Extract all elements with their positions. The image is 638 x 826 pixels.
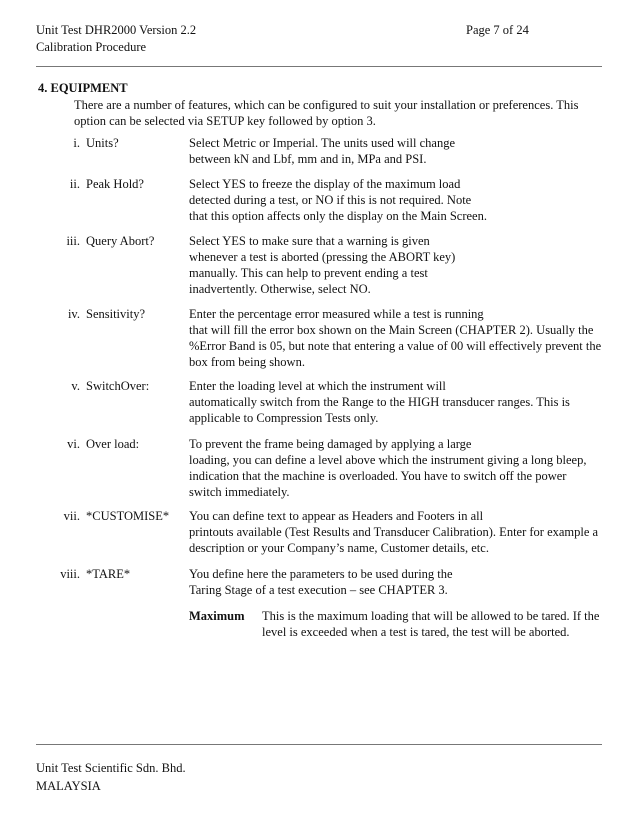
item-label: Sensitivity? [86,307,146,321]
section-intro [74,97,604,129]
item-description [189,233,605,297]
item-number: iii. [66,234,80,248]
item-description [189,176,605,224]
desc-line: inadvertently. Otherwise, select NO. [189,282,371,296]
item-number: vi. [67,437,80,451]
desc-line: that will fill the error box shown on the Main Screen (CHAPTER 2). Usually the [189,323,594,337]
desc-line: level is exceeded when a test is tared, the test will be aborted. [262,625,570,639]
item-label: SwitchOver: [86,379,150,393]
desc-line: box from being shown. [189,355,305,369]
item-description [189,566,605,598]
desc-line: This is the maximum loading that will be allowed to be tared. If the [262,609,600,623]
tare-maximum-description [262,608,606,640]
footer-country: MALAYSIA [36,779,101,793]
desc-line: indication that the machine is overloaded. You have to switch off the power [189,469,567,483]
footer-divider [36,744,602,745]
desc-line: Select YES to make sure that a warning is given [189,234,430,248]
footer-company: Unit Test Scientific Sdn. Bhd. [36,761,186,775]
desc-line: printouts available (Test Results and Transducer Calibration). Enter for example a [189,525,599,539]
desc-line: Select Metric or Imperial. The units used will change [189,136,456,150]
desc-line: applicable to Compression Tests only. [189,411,379,425]
desc-line: To prevent the frame being damaged by applying a large [189,437,472,451]
tare-maximum-term: Maximum [189,609,245,623]
item-label: *CUSTOMISE* [86,509,170,523]
intro-line: There are a number of features, which can be configured to suit your installation or preferences. This [74,98,579,112]
desc-line: You define here the parameters to be used during the [189,567,453,581]
item-description [189,508,605,556]
desc-line: Taring Stage of a test execution – see CHAPTER 3. [189,583,448,597]
item-description [189,378,605,426]
item-label: Units? [86,136,119,150]
desc-line: between kN and Lbf, mm and in, MPa and PSI. [189,152,427,166]
item-description [189,135,605,167]
desc-line: that this option affects only the display on the Main Screen. [189,209,487,223]
item-label: Query Abort? [86,234,155,248]
desc-line: Enter the percentage error measured while a test is running [189,307,484,321]
page-number: Page 7 of 24 [466,23,529,37]
item-label: *TARE* [86,567,131,581]
desc-line: Select YES to freeze the display of the maximum load [189,177,461,191]
item-label: Peak Hold? [86,177,144,191]
item-number: vii. [63,509,80,523]
desc-line: description or your Company’s name, Customer details, etc. [189,541,489,555]
desc-line: Enter the loading level at which the instrument will [189,379,446,393]
desc-line: %Error Band is 05, but note that entering a value of 00 will effectively prevent the [189,339,602,353]
doc-title: Unit Test DHR2000 Version 2.2 [36,23,197,37]
item-description [189,436,605,500]
item-number: viii. [60,567,80,581]
header-divider [36,66,602,67]
desc-line: detected during a test, or NO if this is not required. Note [189,193,472,207]
desc-line: switch immediately. [189,485,290,499]
desc-line: whenever a test is aborted (pressing the ABORT key) [189,250,456,264]
item-number: v. [71,379,80,393]
item-label: Over load: [86,437,140,451]
item-number: iv. [67,307,80,321]
item-description [189,306,605,370]
section-title: 4. EQUIPMENT [38,81,128,95]
desc-line: manually. This can help to prevent ending a test [189,266,428,280]
desc-line: loading, you can define a level above which the instrument giving a long bleep, [189,453,587,467]
item-number: i. [73,136,80,150]
desc-line: You can define text to appear as Headers and Footers in all [189,509,484,523]
item-number: ii. [69,177,80,191]
desc-line: automatically switch from the Range to the HIGH transducer ranges. This is [189,395,570,409]
doc-subtitle: Calibration Procedure [36,40,147,54]
intro-line: option can be selected via SETUP key followed by option 3. [74,114,376,128]
